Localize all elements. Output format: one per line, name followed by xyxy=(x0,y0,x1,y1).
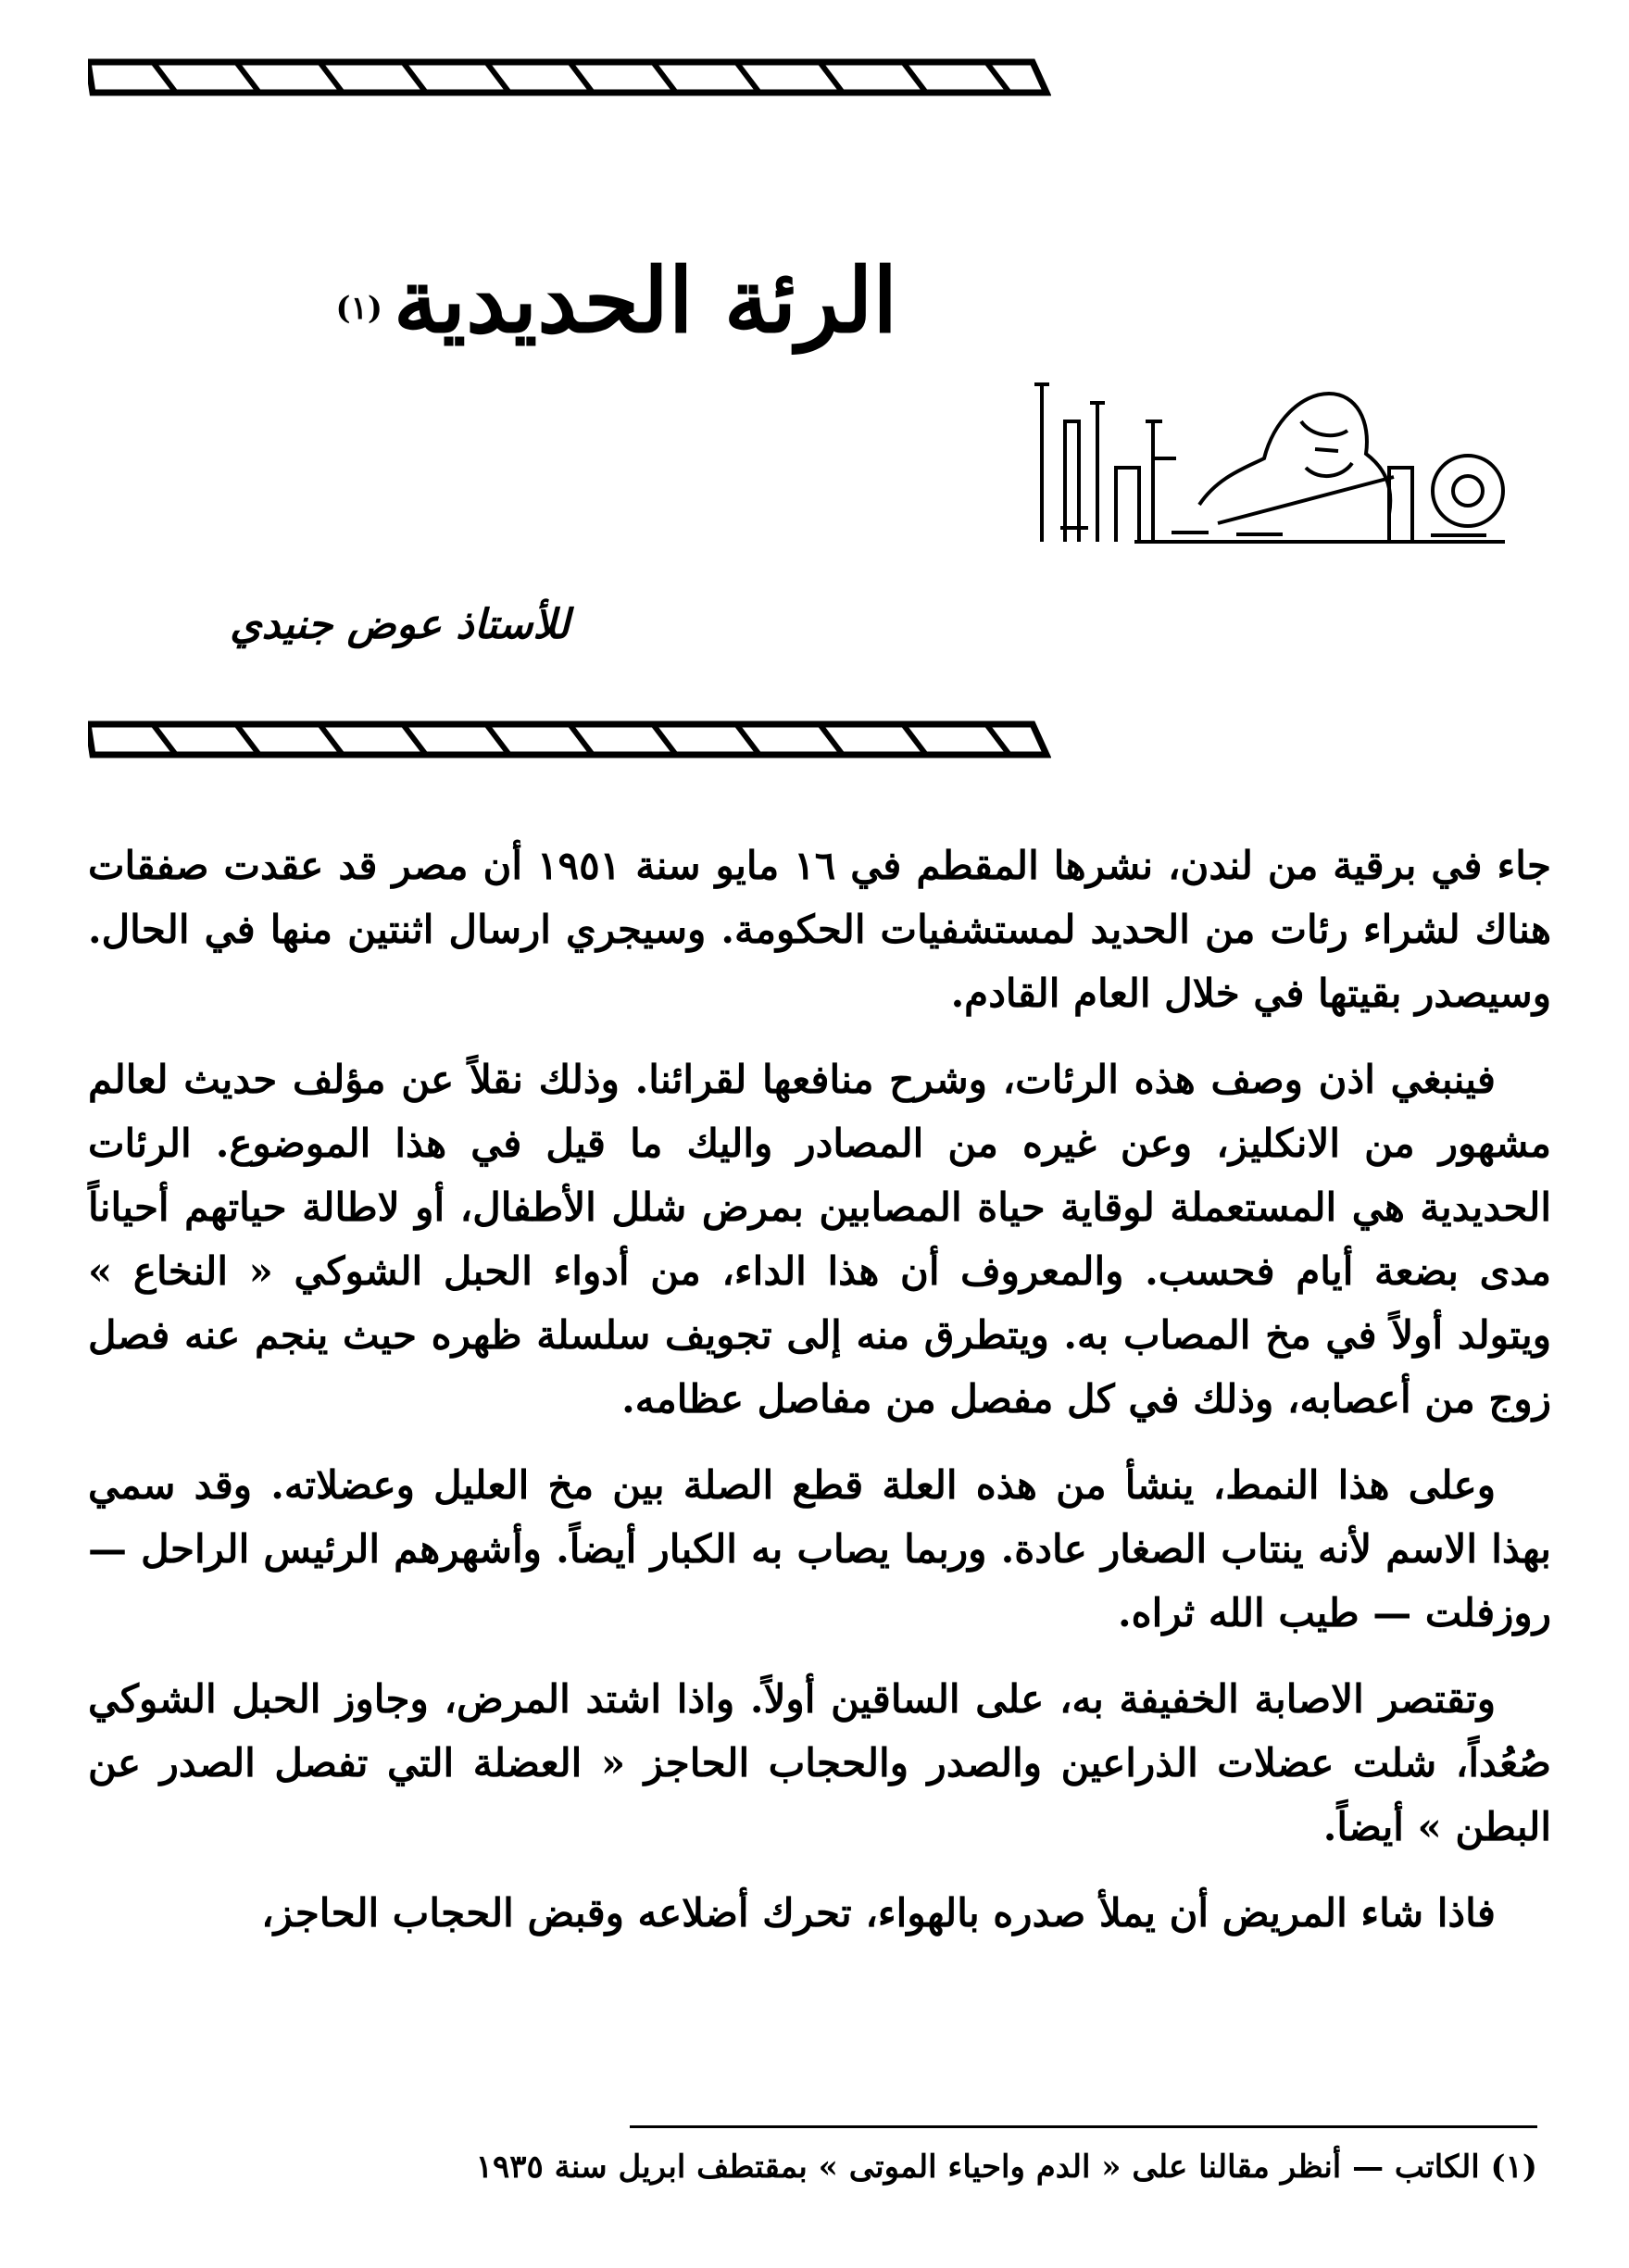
paragraph: وعلى هذا النمط، ينشأ من هذه العلة قطع الصلة بين مخ العليل وعضلاته. وقد سمي بهذا الاسم لأنه ينتاب الصغار عادة. وربما يصاب به الكبار أيضاً. وأشهرهم الرئيس الراحل — روزفلت — طيب الله ثراه. xyxy=(88,1462,1551,1635)
article-title xyxy=(249,236,897,366)
footnote: (١) الكاتب — أنظر مقالنا على « الدم واحياء الموتى » بمقتطف ابريل سنة ١٩٣٥ xyxy=(475,2149,1537,2186)
footnote-separator xyxy=(630,2125,1537,2128)
article-author: للأستاذ عوض جنيدي xyxy=(230,601,570,648)
illustration-sketch xyxy=(1023,366,1523,551)
top-rope-ornament xyxy=(88,51,1051,107)
paragraph: جاء في برقية من لندن، نشرها المقطم في ١٦ مايو سنة ١٩٥١ أن مصر قد عقدت صفقات هناك لشراء رئات من الحديد لمستشفيات الحكومة. وسيجري ارسال اثنتين منها في الحال. وسيصدر بقيتها في خلال العام القادم. xyxy=(88,843,1551,1016)
paragraph: فاذا شاء المريض أن يملأ صدره بالهواء، تحرك أضلاعه وقبض الحجاب الحاجز، xyxy=(261,1890,1496,1936)
article-body xyxy=(88,833,1551,1967)
paragraph: وتقتصر الاصابة الخفيفة به، على الساقين أولاً. واذا اشتد المرض، وجاوز الحبل الشوكي صُعُداً، شلت عضلات الذراعين والصدر والحجاب الحاجز « العضلة التي تفصل الصدر عن البطن » أيضاً. xyxy=(88,1676,1551,1849)
paragraph: فينبغي اذن وصف هذه الرئات، وشرح منافعها لقرائنا. وذلك نقلاً عن مؤلف حديث لعالم مشهور من الانكليز، وعن غيره من المصادر واليك ما قيل في هذا الموضوع. الرئات الحديدية هي المستعملة لوقاية حياة المصابين بمرض شلل الأطفال، أو لاطالة حياتهم أحياناً مدى بضعة أيام فحسب. والمعروف أن هذا الداء، من أدواء الحبل الشوكي « النخاع » ويتولد أولاً في مخ المصاب به. ويتطرق منه إلى تجويف سلسلة ظهره حيث ينجم عنه فصل زوج من أعصابه، وذلك في كل مفصل من مفاصل عظامه. xyxy=(88,1057,1551,1422)
bottom-rope-ornament xyxy=(88,713,1051,769)
title-text: الرئة الحديدية xyxy=(393,248,897,353)
title-footnote-marker: (١) xyxy=(335,290,382,327)
